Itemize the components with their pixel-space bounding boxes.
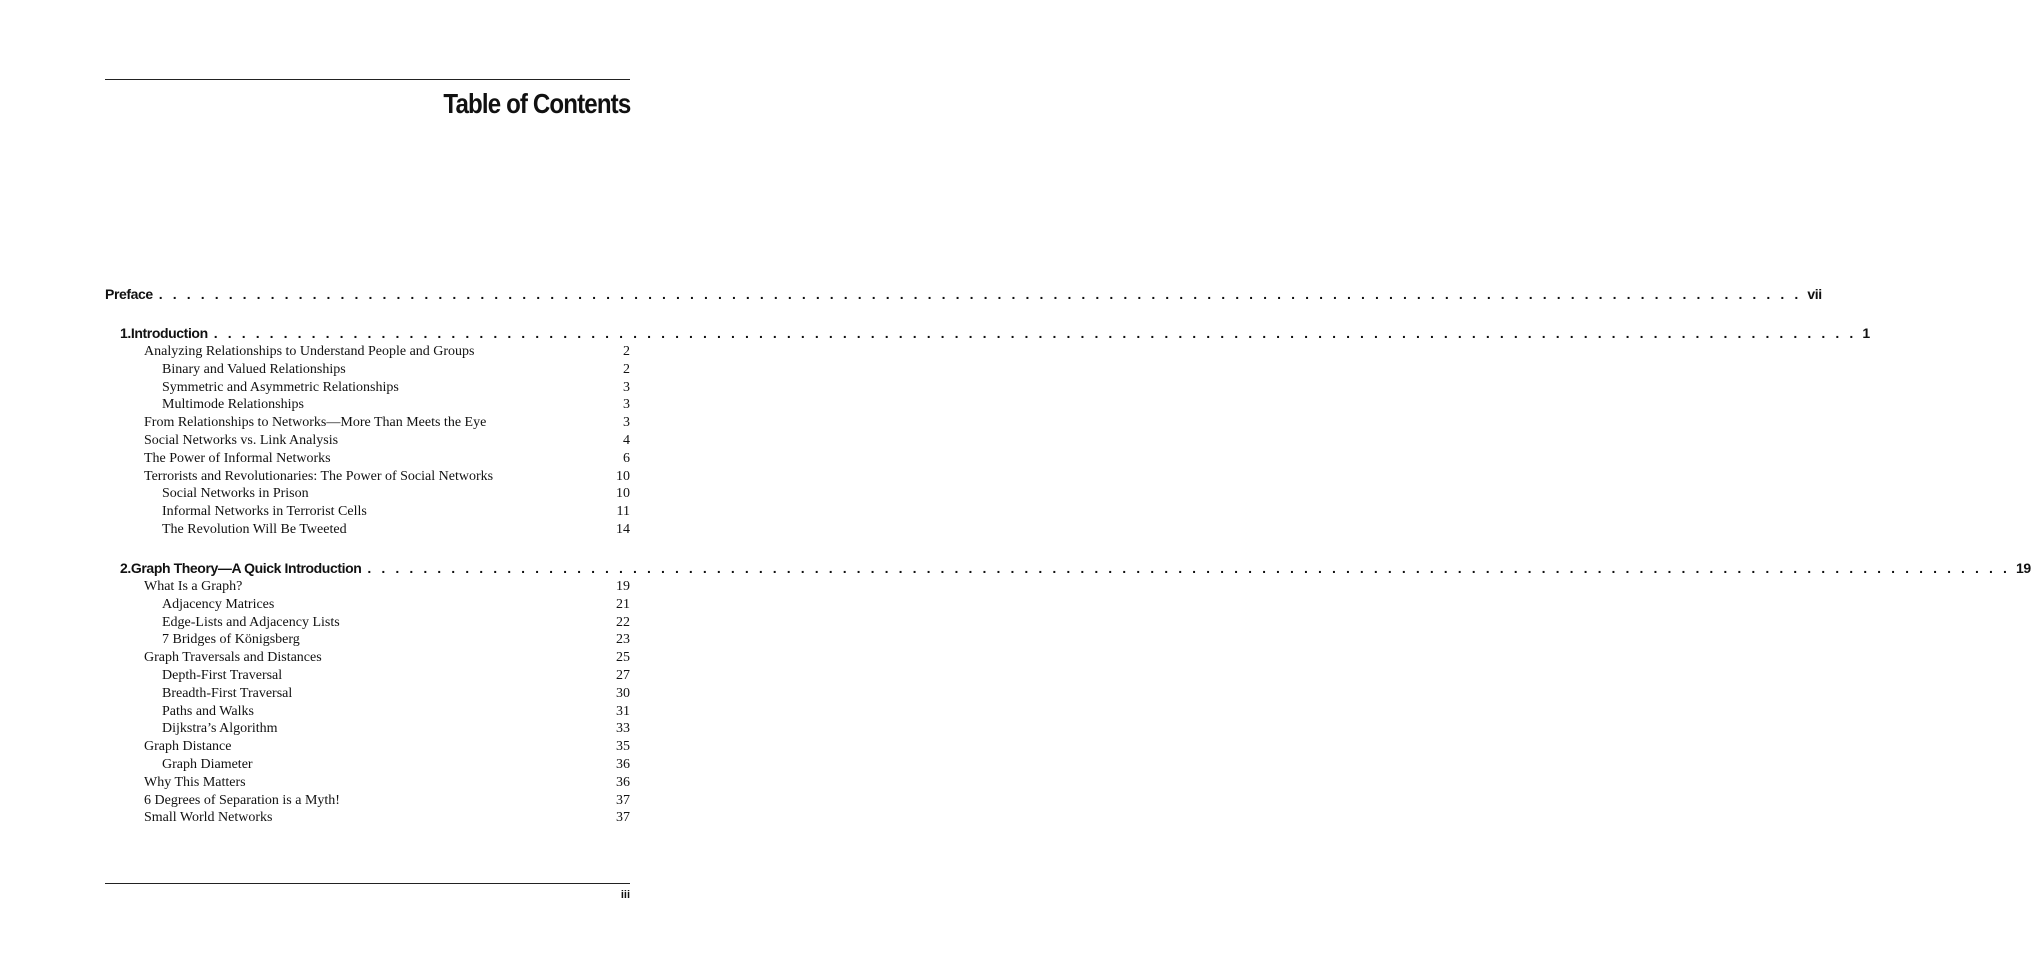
entry-title: Edge-Lists and Adjacency Lists: [162, 614, 340, 630]
subsection-entry[interactable]: [162, 380, 630, 398]
subsection-entry[interactable]: [162, 615, 630, 633]
entry-page: 3: [623, 379, 630, 395]
entry-page: 3: [623, 397, 630, 413]
dot-leader: . . . . . . . . . . . . . . . . . . . . . . . . . . . . . . . . . . . . . . . . . . . . . . . . . . . . . . . . . . . . . . . . . . . . . . . . . . . . . . . . . . . . . . . . . . . . . . . . . . . . . . . . . . . . . . . . . . . . . .: [158, 286, 1802, 302]
entry-page: 10: [616, 468, 630, 484]
subsection-entry[interactable]: [162, 522, 630, 540]
section-entry[interactable]: [144, 415, 630, 433]
entry-page: 4: [623, 433, 630, 448]
section-entry[interactable]: [144, 469, 630, 487]
subsection-entry[interactable]: [162, 686, 630, 704]
entry-page: 21: [616, 596, 630, 612]
entry-title: Dijkstra’s Algorithm: [162, 721, 278, 737]
entry-title: Graph Traversals and Distances: [144, 650, 322, 666]
page-title: Table of Contents: [443, 88, 630, 119]
entry-page: 25: [616, 650, 630, 666]
subsection-entry[interactable]: [162, 704, 630, 722]
subsection-entry[interactable]: [162, 597, 630, 615]
entry-page: 30: [616, 685, 630, 701]
entry-title: Graph Theory—A Quick Introduction: [130, 560, 362, 576]
entry-page: 6: [623, 450, 630, 466]
entry-title: Why This Matters: [144, 774, 246, 790]
preface-entry[interactable]: [105, 286, 1822, 304]
section-entry[interactable]: [144, 650, 630, 668]
entry-page: 1: [1862, 325, 1870, 341]
chapter-number: 2.: [120, 560, 131, 576]
subsection-entry[interactable]: [162, 486, 630, 504]
entry-page: vii: [1807, 286, 1822, 302]
chapter-1-entry[interactable]: [120, 325, 1870, 343]
entry-page: 10: [616, 486, 630, 502]
entry-page: 23: [616, 632, 630, 648]
subsection-entry[interactable]: [162, 397, 630, 415]
entry-title: 7 Bridges of Königsberg: [162, 632, 300, 648]
entry-page: 36: [616, 774, 630, 790]
section-entry[interactable]: [144, 344, 630, 362]
subsection-entry[interactable]: [162, 668, 630, 686]
subsection-entry[interactable]: [162, 721, 630, 739]
entry-title: Adjacency Matrices: [162, 596, 275, 612]
section-entry[interactable]: [144, 579, 630, 597]
entry-title: Multimode Relationships: [162, 397, 304, 413]
entry-page: 35: [616, 739, 630, 755]
entry-page: 27: [616, 668, 630, 683]
entry-title: Informal Networks in Terrorist Cells: [162, 504, 367, 520]
subsection-entry[interactable]: [162, 362, 630, 380]
bottom-rule: [105, 883, 630, 884]
entry-title: Graph Distance: [144, 739, 232, 755]
entry-title: 6 Degrees of Separation is a Myth!: [144, 792, 340, 808]
entry-title: Depth-First Traversal: [162, 668, 283, 683]
entry-page: 36: [616, 757, 630, 772]
entry-title: Graph Diameter: [162, 757, 253, 772]
chapter-2-entry[interactable]: [120, 560, 2031, 578]
entry-page: 14: [616, 522, 630, 537]
entry-title: Analyzing Relationships to Understand People and Groups: [144, 344, 475, 359]
entry-page: 19: [2015, 560, 2031, 576]
entry-page: 22: [616, 614, 630, 630]
entry-title: Small World Networks: [144, 810, 273, 826]
dot-leader: . . . . . . . . . . . . . . . . . . . . . . . . . . . . . . . . . . . . . . . . . . . . . . . . . . . . . . . . . . . . . . . . . . . . . . . . . . . . . . . . . . . . . . . . . . . . . . . . . . . . . . . . . . . . . . . . . . . . . .: [367, 560, 2010, 576]
entry-title: The Revolution Will Be Tweeted: [162, 522, 347, 537]
subsection-entry[interactable]: [162, 757, 630, 775]
entry-page: 11: [616, 504, 630, 520]
entry-title: Social Networks in Prison: [162, 486, 309, 502]
section-entry[interactable]: [144, 810, 630, 828]
page-number: iii: [620, 889, 630, 901]
subsection-entry[interactable]: [162, 504, 630, 522]
entry-title: Binary and Valued Relationships: [162, 361, 346, 377]
entry-title: The Power of Informal Networks: [144, 450, 331, 466]
entry-page: 2: [623, 344, 630, 359]
entry-title: Paths and Walks: [162, 703, 254, 719]
section-entry[interactable]: [144, 775, 630, 793]
section-entry[interactable]: [144, 451, 630, 469]
entry-title: Breadth-First Traversal: [162, 685, 293, 701]
entry-title: Social Networks vs. Link Analysis: [144, 433, 339, 448]
entry-page: 37: [616, 792, 630, 808]
entry-page: 3: [623, 415, 630, 431]
section-entry[interactable]: [144, 793, 630, 811]
entry-title: What Is a Graph?: [144, 579, 243, 594]
entry-page: 37: [616, 810, 630, 826]
entry-page: 2: [623, 361, 630, 377]
entry-title: Symmetric and Asymmetric Relationships: [162, 379, 399, 395]
section-entry[interactable]: [144, 739, 630, 757]
subsection-entry[interactable]: [162, 632, 630, 650]
dot-leader: . . . . . . . . . . . . . . . . . . . . . . . . . . . . . . . . . . . . . . . . . . . . . . . . . . . . . . . . . . . . . . . . . . . . . . . . . . . . . . . . . . . . . . . . . . . . . . . . . . . . . . . . . . . . . . . . . . . . . .: [213, 325, 1857, 341]
entry-page: 31: [616, 703, 630, 719]
section-entry[interactable]: [144, 433, 630, 451]
entry-title: Introduction: [130, 325, 208, 341]
entry-title: From Relationships to Networks—More Than Meets the Eye: [144, 415, 487, 431]
entry-title: Preface: [105, 286, 153, 302]
chapter-number: 1.: [120, 325, 131, 341]
top-rule: [105, 79, 630, 80]
entry-page: 33: [616, 721, 630, 737]
entry-page: 19: [616, 579, 630, 594]
entry-title: Terrorists and Revolutionaries: The Power of Social Networks: [144, 468, 494, 484]
